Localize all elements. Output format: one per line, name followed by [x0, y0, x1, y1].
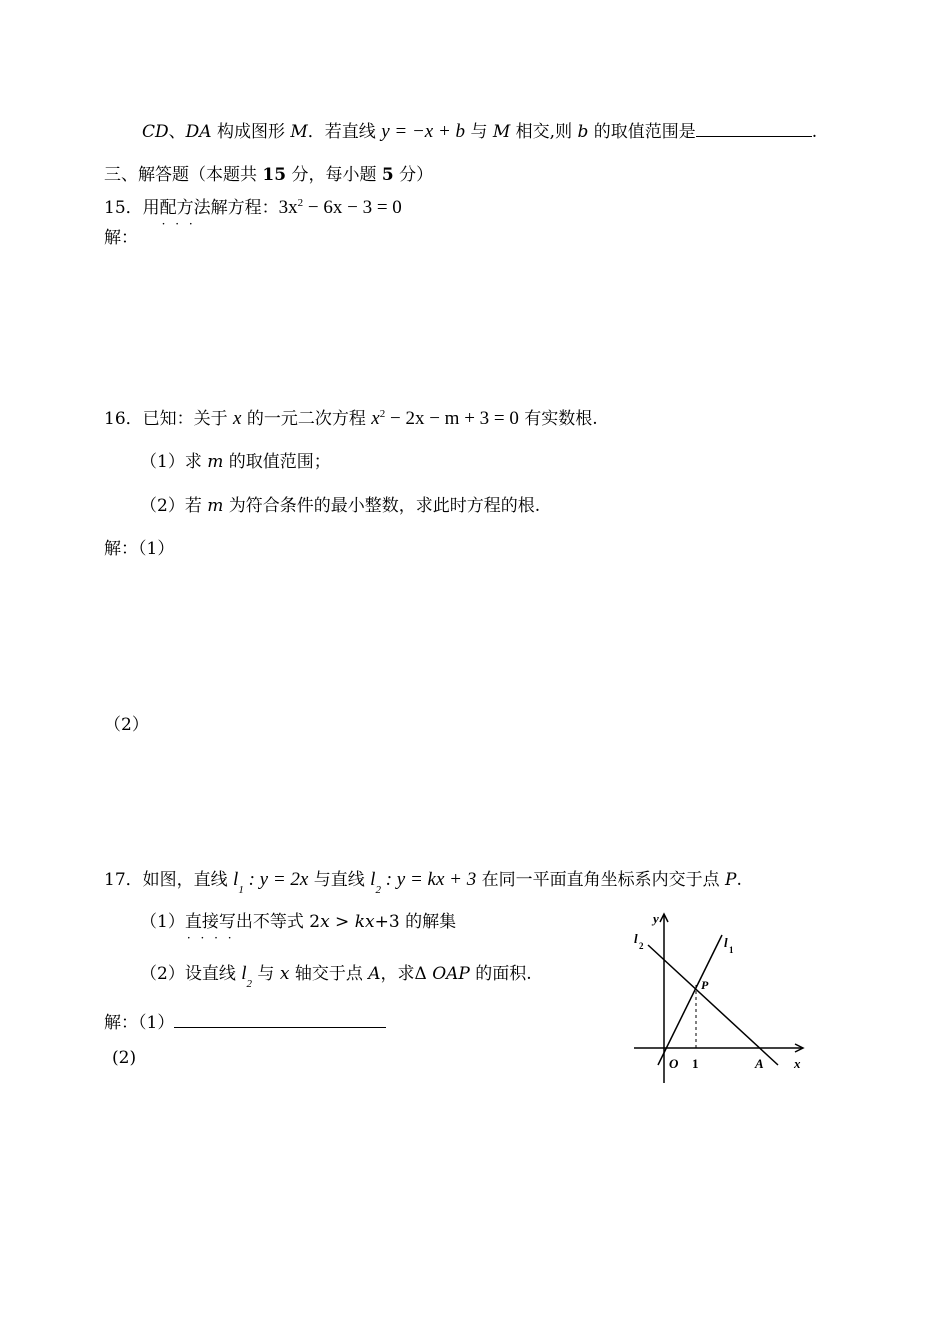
equation [371, 408, 519, 429]
question-number: 15． [104, 198, 143, 218]
line-l2 [241, 963, 253, 990]
text: > [329, 912, 355, 932]
text: 相交,则 [510, 122, 578, 142]
text: 三、解答题（本题共 [104, 165, 263, 185]
answer-label: (2) [112, 1048, 137, 1068]
text: ．若直线 [307, 122, 382, 142]
line-l1-graph [658, 935, 722, 1065]
text: ，求Δ [380, 964, 433, 984]
symbol: l [233, 869, 239, 890]
eq-part: − 2x − m + 3 = 0 [385, 408, 519, 429]
point-p-label: P [701, 978, 709, 992]
text: 与 [465, 122, 493, 142]
equation [279, 197, 402, 218]
text: （2）若 [140, 496, 208, 516]
l1-label: l [724, 935, 728, 950]
subscript: 1 [238, 884, 244, 896]
label-cd: CD [142, 122, 169, 142]
answer-label: （2） [104, 715, 149, 735]
text: 不等式 2 [252, 912, 321, 932]
question-14-continuation [142, 118, 817, 144]
y-axis-label: y [653, 911, 659, 926]
emphasized-text: 直接写出 · · · · [185, 912, 253, 932]
label-m: M [290, 122, 308, 142]
text: （1）求 [140, 452, 208, 472]
text: （1） [140, 912, 185, 932]
text: 构成图形 [211, 122, 291, 142]
exponent: 2 [379, 408, 386, 420]
label-m: M [492, 122, 511, 142]
eq-part: 3x [278, 197, 298, 218]
text: 的一元二次方程 [241, 409, 372, 429]
question-16-part-2 [140, 494, 540, 518]
line-l2 [370, 869, 381, 896]
coordinate-figure [620, 905, 810, 1085]
eq-part: − 6x − 3 = 0 [303, 197, 402, 218]
question-number: 17． [104, 870, 143, 890]
exponent: 2 [297, 197, 304, 209]
triangle-label: OAP [432, 964, 470, 984]
answer-label: 解：（1） [104, 1013, 175, 1033]
question-number: 16． [104, 409, 143, 429]
text: 已知：关于 [142, 409, 234, 429]
question-16-part-1 [140, 450, 331, 474]
section-heading [104, 163, 433, 187]
subscript: 2 [375, 884, 381, 896]
emphasized-text: 配方法 · · · [160, 198, 211, 218]
question-17 [104, 868, 742, 902]
text: 解方程： [210, 198, 279, 218]
tick-label-1: 1 [692, 1056, 699, 1071]
text: 分） [393, 165, 434, 185]
symbol: l [241, 963, 247, 984]
subscript: 2 [246, 978, 253, 990]
text: 与直线 [308, 870, 371, 890]
text: 有实数根. [518, 409, 598, 429]
equation: : y = 2x [243, 869, 309, 890]
origin-label: O [669, 1056, 679, 1071]
label-da: DA [185, 122, 212, 142]
line-l1 [233, 869, 244, 896]
question-16 [104, 402, 598, 431]
text: 与 [252, 964, 280, 984]
l2-label: l [634, 931, 638, 946]
text: 用 [142, 198, 160, 218]
equation: : y = kx + 3 [380, 869, 477, 890]
question-17-part-2 [140, 962, 532, 996]
text: 为符合条件的最小整数，求此时方程的根. [223, 496, 541, 516]
l1-label-sub: 1 [729, 945, 734, 955]
point-label: P [725, 870, 737, 890]
text: 在同一平面直角坐标系内交于点 [476, 870, 726, 890]
score-each: 5 [381, 165, 394, 185]
eq-part: x [371, 408, 380, 429]
answer-blank[interactable] [174, 1009, 386, 1028]
point-label: A [368, 964, 381, 984]
text: 的取值范围是 [588, 122, 696, 142]
answer-line [104, 1009, 386, 1035]
answer-blank[interactable] [696, 118, 812, 137]
text: 、 [168, 122, 186, 142]
point-a-label: A [755, 1056, 764, 1071]
variable: x [279, 964, 290, 984]
text: 如图，直线 [142, 870, 234, 890]
text: . [811, 122, 818, 142]
text: 的面积. [469, 964, 532, 984]
answer-label: 解：（1） [104, 539, 175, 559]
text: . [736, 870, 742, 890]
variable: x [233, 408, 242, 429]
answer-label: 解： [104, 228, 138, 248]
text: 轴交于点 [289, 964, 369, 984]
label-b: b [577, 122, 589, 142]
variable: x [320, 912, 330, 932]
text: +3 的解集 [374, 912, 457, 932]
equation: y = −x + b [381, 121, 466, 142]
score-total: 15 [262, 165, 287, 185]
symbol: l [370, 869, 376, 890]
question-15 [104, 191, 402, 220]
variable: m [207, 452, 224, 472]
question-17-part-1 [140, 910, 456, 934]
x-axis-label: x [794, 1056, 801, 1071]
variable: m [207, 496, 224, 516]
l2-label-sub: 2 [639, 941, 644, 951]
text: （2）设直线 [140, 964, 242, 984]
variable: kx [354, 912, 375, 932]
text: 的取值范围； [223, 452, 331, 472]
text: 分，每小题 [286, 165, 382, 185]
